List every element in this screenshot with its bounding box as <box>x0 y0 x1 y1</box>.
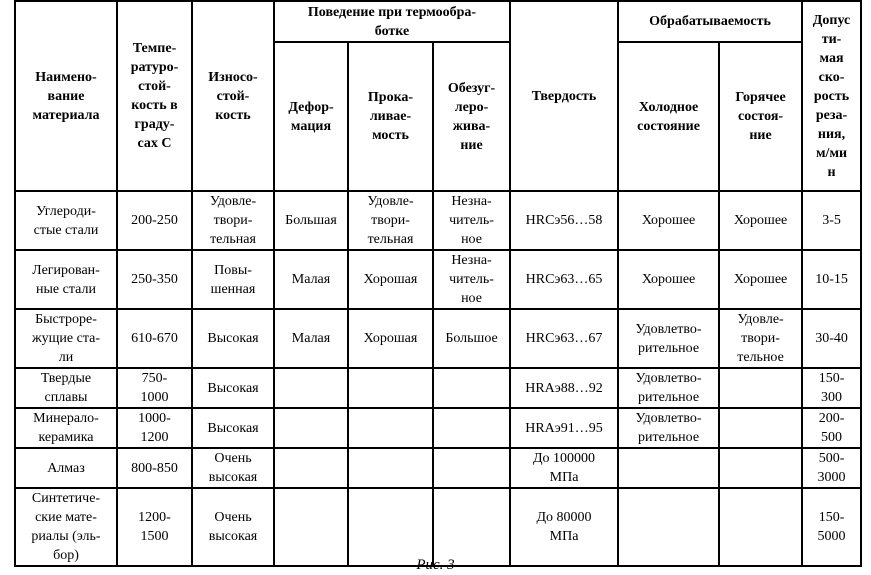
cell-hardenability <box>348 448 433 488</box>
cell-deformation <box>274 448 348 488</box>
cell-cold: Хорошее <box>618 250 719 309</box>
header-temperature: Темпе- ратуро- стой- кость в граду- сах С <box>117 1 192 191</box>
cell-speed: 3-5 <box>802 191 861 250</box>
table-row <box>15 368 861 408</box>
header-heat-treatment-group: Поведение при термообра- ботке <box>274 1 510 42</box>
cell-decarburization <box>433 408 510 448</box>
header-machinability-group: Обрабатываемость <box>618 1 802 42</box>
cell-hardenability: Хорошая <box>348 309 433 368</box>
header-wear-resistance: Износо- стой- кость <box>192 1 274 191</box>
cell-hardness: До 80000 МПа <box>510 488 618 566</box>
cell-cold: Хорошее <box>618 191 719 250</box>
materials-table <box>14 0 862 567</box>
cell-temperature: 1200- 1500 <box>117 488 192 566</box>
cell-wear: Очень высокая <box>192 448 274 488</box>
cell-name: Алмаз <box>15 448 117 488</box>
cell-hardenability: Хорошая <box>348 250 433 309</box>
table-row <box>15 448 861 488</box>
cell-decarburization: Незна- читель- ное <box>433 191 510 250</box>
cell-wear: Высокая <box>192 309 274 368</box>
table-row <box>15 191 861 250</box>
cell-hardness: HRCэ56…58 <box>510 191 618 250</box>
cell-temperature: 800-850 <box>117 448 192 488</box>
cell-name: Быстроре- жущие ста- ли <box>15 309 117 368</box>
cell-cold: Удовлетво- рительное <box>618 368 719 408</box>
cell-hardness: HRAэ88…92 <box>510 368 618 408</box>
table-row <box>15 408 861 448</box>
cell-hot <box>719 368 802 408</box>
cell-hot <box>719 408 802 448</box>
cell-hot: Удовле- твори- тельное <box>719 309 802 368</box>
cell-temperature: 1000- 1200 <box>117 408 192 448</box>
cell-cold: Удовлетво- рительное <box>618 408 719 448</box>
table-row <box>15 250 861 309</box>
cell-temperature: 750- 1000 <box>117 368 192 408</box>
cell-speed: 150- 300 <box>802 368 861 408</box>
header-decarburization: Обезуг- леро- жива- ние <box>433 42 510 191</box>
cell-cold: Удовлетво- рительное <box>618 309 719 368</box>
cell-decarburization <box>433 368 510 408</box>
cell-hot <box>719 448 802 488</box>
cell-wear: Очень высокая <box>192 488 274 566</box>
header-cold-state: Холодное состояние <box>618 42 719 191</box>
cell-deformation: Малая <box>274 250 348 309</box>
header-hot-state: Горячее состоя- ние <box>719 42 802 191</box>
cell-speed: 30-40 <box>802 309 861 368</box>
cell-temperature: 250-350 <box>117 250 192 309</box>
cell-speed: 10-15 <box>802 250 861 309</box>
cell-speed: 500- 3000 <box>802 448 861 488</box>
cell-wear: Удовле- твори- тельная <box>192 191 274 250</box>
cell-wear: Высокая <box>192 408 274 448</box>
cell-wear: Повы- шенная <box>192 250 274 309</box>
figure-caption: Рис. 3 <box>416 557 455 573</box>
cell-hardness: HRCэ63…67 <box>510 309 618 368</box>
cell-cold <box>618 448 719 488</box>
cell-decarburization: Большое <box>433 309 510 368</box>
header-hardenability: Прока- ливае- мость <box>348 42 433 191</box>
cell-hot: Хорошее <box>719 250 802 309</box>
header-hardness: Твердость <box>510 1 618 191</box>
cell-name: Углероди- стые стали <box>15 191 117 250</box>
cell-decarburization <box>433 448 510 488</box>
cell-name: Легирован- ные стали <box>15 250 117 309</box>
cell-hot: Хорошее <box>719 191 802 250</box>
cell-hardenability <box>348 368 433 408</box>
cell-speed: 200- 500 <box>802 408 861 448</box>
header-cutting-speed: Допус ти- мая ско- рость реза- ния, м/ми н <box>802 1 861 191</box>
cell-temperature: 610-670 <box>117 309 192 368</box>
header-name: Наимено- вание материала <box>15 1 117 191</box>
cell-name: Минерало- керамика <box>15 408 117 448</box>
table-body <box>15 191 861 566</box>
cell-wear: Высокая <box>192 368 274 408</box>
cell-decarburization: Незна- читель- ное <box>433 250 510 309</box>
cell-deformation: Большая <box>274 191 348 250</box>
cell-hardness: HRCэ63…65 <box>510 250 618 309</box>
cell-hardenability <box>348 408 433 448</box>
table-header <box>15 1 861 191</box>
cell-temperature: 200-250 <box>117 191 192 250</box>
cell-hardenability: Удовле- твори- тельная <box>348 191 433 250</box>
cell-speed: 150- 5000 <box>802 488 861 566</box>
table-row <box>15 309 861 368</box>
cell-deformation <box>274 368 348 408</box>
cell-hardness: До 100000 МПа <box>510 448 618 488</box>
cell-name: Твердые сплавы <box>15 368 117 408</box>
cell-name: Синтетиче- ские мате- риалы (эль- бор) <box>15 488 117 566</box>
cell-deformation <box>274 408 348 448</box>
cell-hardness: HRAэ91…95 <box>510 408 618 448</box>
header-deformation: Дефор- мация <box>274 42 348 191</box>
cell-deformation: Малая <box>274 309 348 368</box>
